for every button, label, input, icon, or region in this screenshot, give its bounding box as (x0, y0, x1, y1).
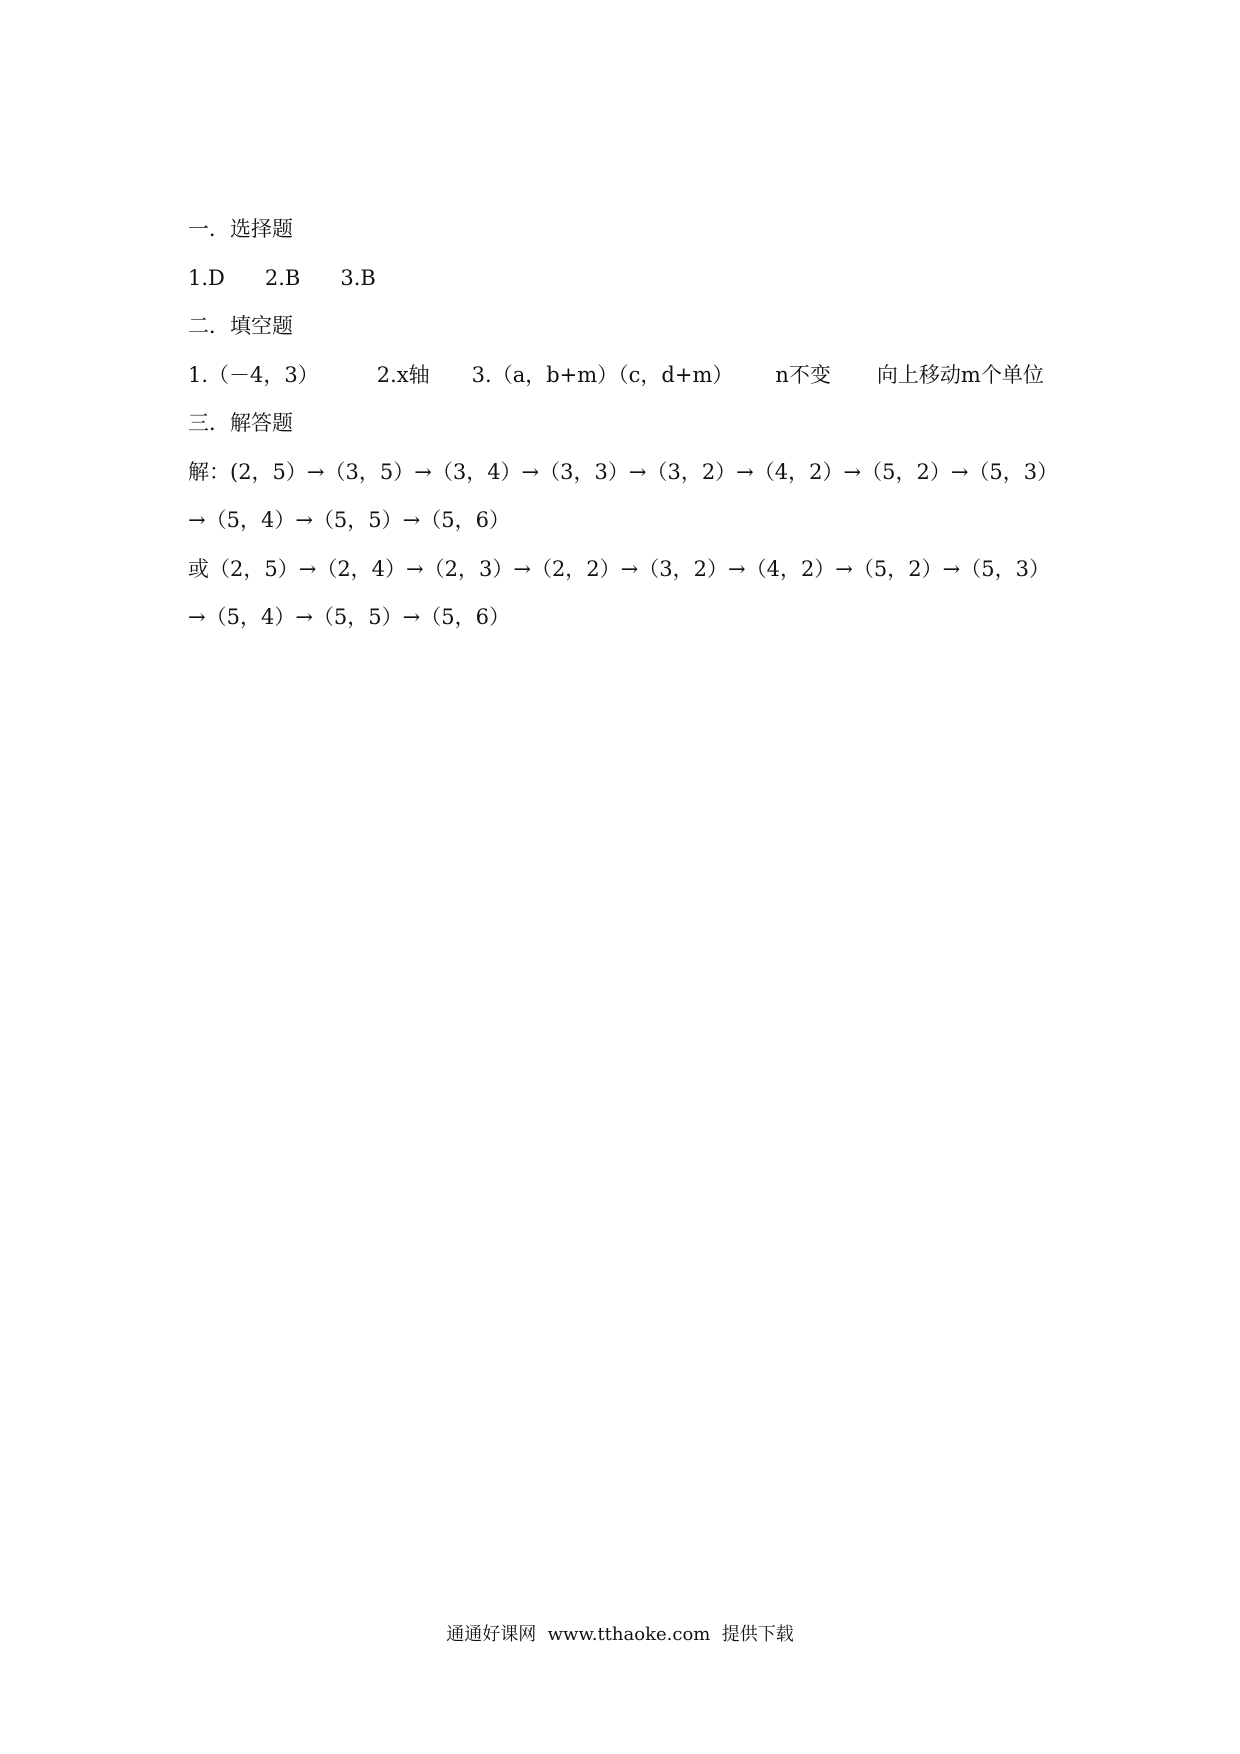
choice-answer-2: 2.B (264, 265, 301, 290)
fill-answer-2: 2.x轴 (376, 362, 430, 387)
choice-answer-3: 3.B (340, 265, 376, 290)
choice-answers-row (188, 254, 1068, 303)
solution-line: →（5，4）→（5，5）→（5，6） (188, 605, 510, 629)
fill-answer-3-move: 向上移动m个单位 (876, 362, 1044, 387)
fill-answer-3-note: n不变 (775, 362, 831, 387)
section-heading-choice: 一．选择题 (188, 217, 293, 241)
section-heading-fill: 二．填空题 (188, 314, 293, 338)
choice-answer-1: 1.D (188, 265, 225, 290)
solution-line: 或（2，5）→（2，4）→（2，3）→（2，2）→（3，2）→（4，2）→（5，2）→（5，3） (188, 556, 1050, 581)
footer-credit: 通通好课网 www.tthaoke.com 提供下载 (446, 1624, 794, 1645)
answer-key (188, 205, 1068, 642)
fill-answer-3: 3.（a，b+m）（c，d+m） (471, 362, 734, 387)
section-heading-solve: 三．解答题 (188, 411, 293, 435)
fill-answers-row (188, 351, 1068, 400)
fill-answer-1: 1.（－4，3） (188, 362, 319, 387)
solution-line: →（5，4）→（5，5）→（5，6） (188, 508, 510, 532)
solution-line: 解：(2，5）→（3，5）→（3，4）→（3，3）→（3，2）→（4，2）→（5，2）→（5，3） (188, 459, 1059, 484)
